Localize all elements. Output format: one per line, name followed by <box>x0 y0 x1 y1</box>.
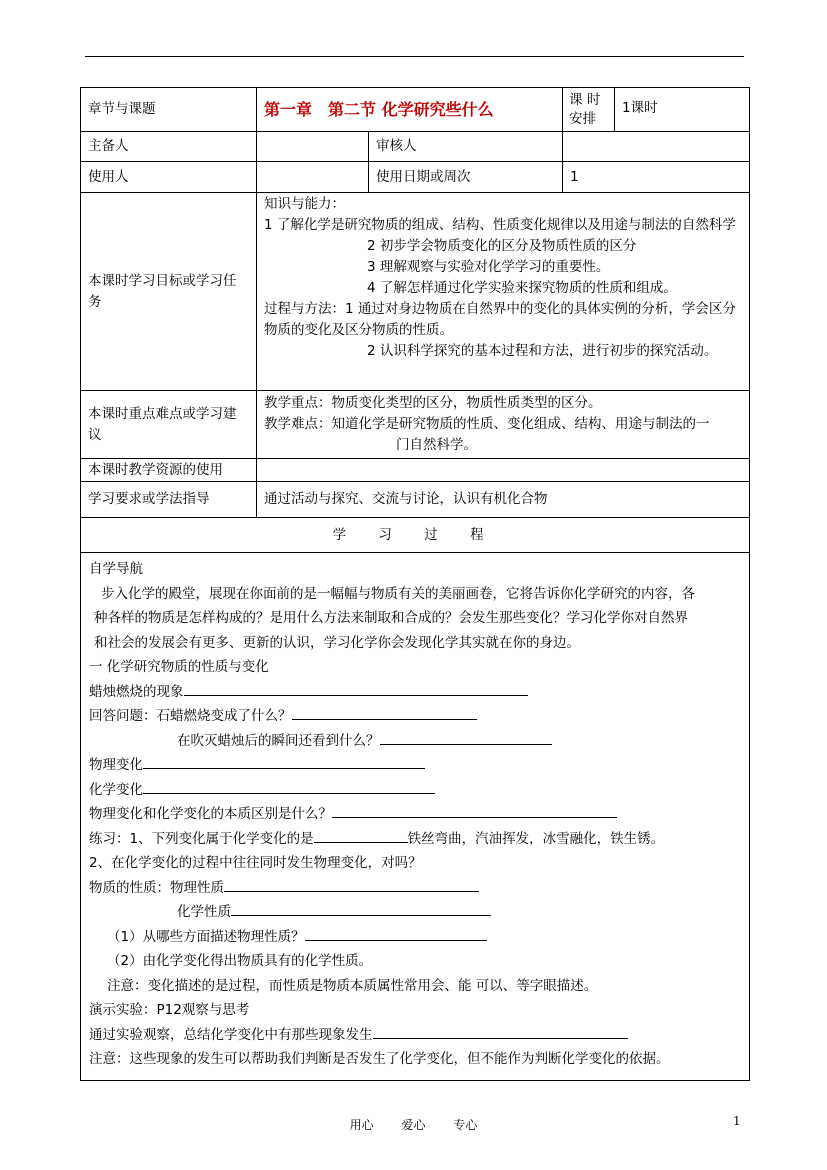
goals-line: 3 理解观察与实验对化学学习的重要性。 <box>367 259 610 275</box>
content-line: 步入化学的殿堂，展现在你面前的是一幅幅与物质有关的美丽画卷，它将告诉你化学研究的内容，各 <box>101 585 695 602</box>
goals-content <box>257 193 750 391</box>
hours-value: 1课时 <box>615 88 750 132</box>
method-value: 通过活动与探究、交流与讨论，认识有机化合物 <box>257 482 750 518</box>
content-line <box>89 778 741 803</box>
resources-label: 本课时教学资源的使用 <box>81 459 257 482</box>
content-line: 自学导航 <box>89 561 143 577</box>
content-line <box>89 729 741 754</box>
preparer-label: 主备人 <box>81 132 257 162</box>
key-content <box>257 391 750 459</box>
goals-line: 2 初步学会物质变化的区分及物质性质的区分 <box>367 238 637 254</box>
key-line: 门自然科学。 <box>396 437 477 453</box>
resources-value <box>257 459 750 482</box>
content-line: 一 化学研究物质的性质与变化 <box>89 659 269 675</box>
goals-label: 本课时学习目标或学习任务 <box>81 193 257 391</box>
content-line: 注意：这些现象的发生可以帮助我们判断是否发生了化学变化，但不能作为判断化学变化的依据。 <box>89 1051 670 1067</box>
answer-blank[interactable] <box>143 754 425 769</box>
content-text: 铁丝弯曲，汽油挥发，冰雪融化，铁生锈。 <box>407 830 665 847</box>
lesson-plan-table <box>80 87 750 1081</box>
content-text: 物理变化和化学变化的本质区别是什么？ <box>89 806 332 822</box>
header-rule <box>85 56 744 57</box>
content-text: 回答问题：石蜡燃烧变成了什么？ <box>89 708 292 724</box>
answer-blank[interactable] <box>184 681 528 696</box>
method-label: 学习要求或学法指导 <box>81 482 257 518</box>
key-line: 教学难点：知道化学是研究物质的性质、变化组成、结构、用途与制法的一 <box>264 416 710 432</box>
content-line <box>89 827 741 852</box>
key-label: 本课时重点难点或学习建议 <box>81 391 257 459</box>
goals-line: 过程与方法：1 通过对身边物质在自然界中的变化的具体实例的分析，学会区分物质的变化及区分物质的性质。 <box>264 301 736 338</box>
answer-blank[interactable] <box>224 877 479 892</box>
content-line <box>89 802 741 827</box>
goals-line: 1 了解化学是研究物质的组成、结构、性质变化规律以及用途与制法的自然科学 <box>264 217 736 233</box>
process-content <box>81 553 750 1081</box>
answer-blank[interactable] <box>143 779 435 794</box>
user-value <box>257 162 369 193</box>
content-text: 通过实验观察，总结化学变化中有那些现象发生 <box>89 1026 373 1043</box>
content-text: 化学变化 <box>89 781 143 798</box>
content-line <box>89 900 741 925</box>
content-text: （1）从哪些方面描述物理性质？ <box>107 928 305 945</box>
content-text: 物理变化 <box>89 757 143 773</box>
content-line: （2）由化学变化得出物质具有的化学性质。 <box>107 953 373 969</box>
user-label: 使用人 <box>81 162 257 193</box>
answer-blank[interactable] <box>380 730 552 745</box>
content-line: 和社会的发展会有更多、更新的认识，学习化学你会发现化学其实就在你的身边。 <box>94 634 580 651</box>
content-text: 化学性质 <box>177 904 231 920</box>
hours-label: 课 时 安排 <box>563 88 615 132</box>
page-number: 1 <box>733 1114 741 1128</box>
content-line <box>89 680 741 705</box>
content-line: 演示实验：P12观察与思考 <box>89 1002 250 1018</box>
answer-blank[interactable] <box>305 926 487 941</box>
reviewer-label: 审核人 <box>369 132 563 162</box>
date-value: 1 <box>563 162 750 193</box>
content-text: 物质的性质：物理性质 <box>89 879 224 896</box>
content-line <box>89 704 741 729</box>
date-label: 使用日期或周次 <box>369 162 563 193</box>
answer-blank[interactable] <box>332 803 617 818</box>
answer-blank[interactable] <box>373 1024 628 1039</box>
process-title: 学 习 过 程 <box>81 518 750 553</box>
answer-blank[interactable] <box>314 828 408 843</box>
chapter-label: 章节与课题 <box>81 88 257 132</box>
content-line: 注意：变化描述的是过程，而性质是物质本质属性常用会、能 可以、等字眼描述。 <box>107 977 598 994</box>
content-text: 蜡烛燃烧的现象 <box>89 683 184 700</box>
content-line <box>89 753 741 778</box>
goals-line: 4 了解怎样通过化学实验来探究物质的性质和组成。 <box>367 280 677 296</box>
footer-motto: 用心 爱心 专心 <box>349 1118 478 1132</box>
content-line <box>89 876 741 901</box>
content-text: 在吹灭蜡烛后的瞬间还看到什么？ <box>177 732 380 749</box>
answer-blank[interactable] <box>292 705 477 720</box>
content-text: 练习：1、下列变化属于化学变化的是 <box>89 830 314 847</box>
content-line <box>89 925 741 950</box>
content-line <box>89 1023 741 1048</box>
content-line: 种各样的物质是怎样构成的？是用什么方法来制取和合成的？会发生那些变化？学习化学你对自然界 <box>94 610 688 626</box>
preparer-value <box>257 132 369 162</box>
lesson-title: 第一章 第二节 化学研究些什么 <box>257 88 563 132</box>
goals-line: 2 认识科学探究的基本过程和方法，进行初步的探究活动。 <box>367 343 718 359</box>
goals-line: 知识与能力： <box>264 196 345 212</box>
content-line: 2、在化学变化的过程中往往同时发生物理变化，对吗？ <box>89 855 422 871</box>
reviewer-value <box>563 132 750 162</box>
key-line: 教学重点：物质变化类型的区分，物质性质类型的区分。 <box>264 395 602 411</box>
answer-blank[interactable] <box>231 901 491 916</box>
